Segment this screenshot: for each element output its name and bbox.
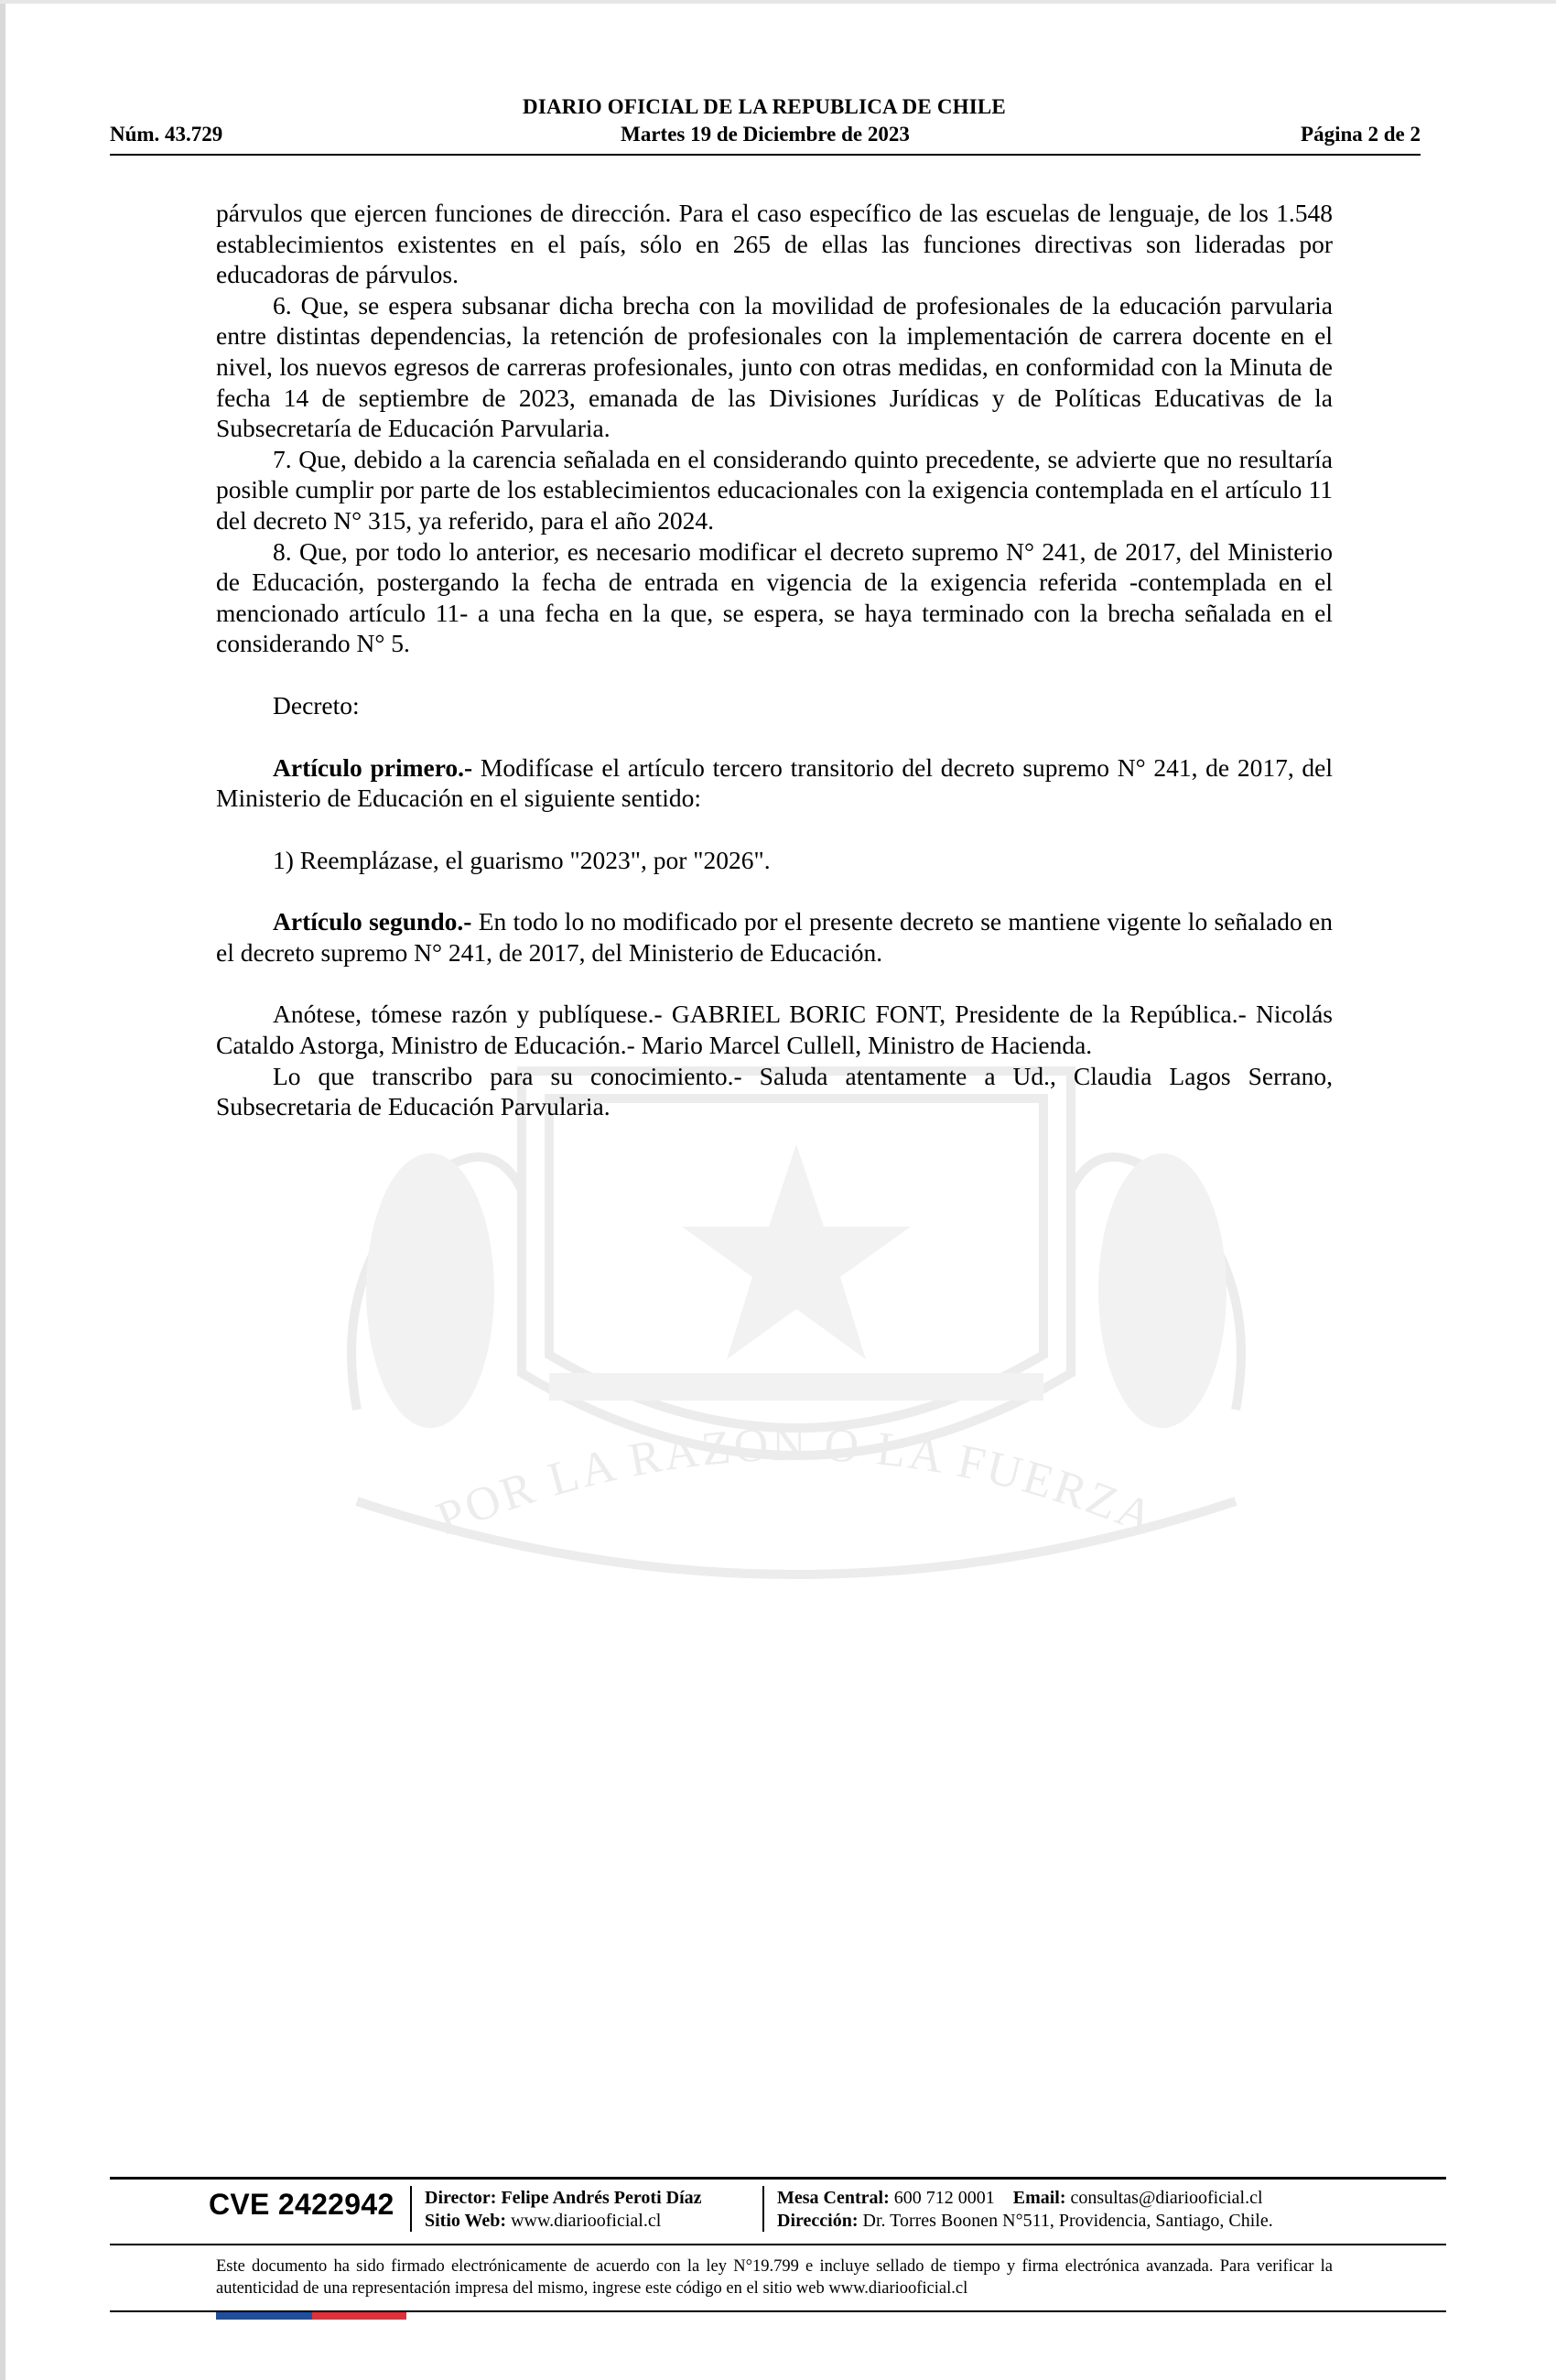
website-label: Sitio Web: [425, 2211, 507, 2231]
footer-contact-block [777, 2187, 1273, 2233]
director-label: Director: [425, 2188, 497, 2208]
website-value: www.diariooficial.cl [506, 2211, 662, 2231]
mesa-label: Mesa Central: [777, 2188, 890, 2208]
cve-code: CVE 2422942 [209, 2188, 394, 2221]
article-1-item: 1) Reemplázase, el guarismo "2023", por "2026". [273, 845, 771, 874]
mesa-value: 600 712 0001 [889, 2188, 995, 2208]
footer-separator [762, 2186, 764, 2232]
header-divider [110, 154, 1421, 156]
article-2-label: Artículo segundo.- [273, 907, 472, 936]
svg-text:POR LA RAZON O LA FUERZA [429, 1419, 1162, 1545]
paragraph-6: 6. Que, se espera subsanar dicha brecha con la movilidad de profesionales de la educación parvularia entre distintas dependencias, la retención de profesionales con la implementación de carrera docente en el nivel, los nuevos egresos de carreras profesionales, junto con otras medidas, en conformidad con la Minuta de fecha 14 de septiembre de 2023, emanada de las Divisiones Jurídicas y de Políticas Educativas de la Subsecretaría de Educación Parvularia. [216, 290, 1333, 443]
address-label: Dirección: [777, 2211, 859, 2231]
footer-director-block [425, 2187, 702, 2233]
email-label: Email: [1012, 2188, 1066, 2208]
footer-separator [410, 2186, 412, 2232]
paragraph-7: 7. Que, debido a la carencia señalada en el considerando quinto precedente, se advierte que no resultaría posible cumplir por parte de los establecimientos educacionales con la exigencia contemplada en el artículo 11 del decreto N° 315, ya referido, para el año 2024. [216, 444, 1333, 535]
article-1-label: Artículo primero.- [273, 752, 473, 782]
motto-text: POR LA RAZON O LA FUERZA [429, 1418, 1163, 1546]
decreto-heading: Decreto: [273, 690, 360, 719]
article-2 [216, 906, 1333, 968]
article-2-text: En todo lo no modificado por el presente decreto se mantiene vigente lo señalado en el decreto supremo N° 241, de 2017, del Ministerio de Educación. [216, 907, 1333, 967]
paragraph-8: 8. Que, por todo lo anterior, es necesario modificar el decreto supremo N° 241, de 2017, del Ministerio de Educación, postergando la fecha de entrada en vigencia de la exigencia referida -contemplada en el mencionado artículo 11- a una fecha en la que, se espera, se haya terminado con la brecha señalada en el considerando N° 5. [216, 536, 1333, 658]
flag-stripe-red [312, 2312, 406, 2320]
paragraph-intro: párvulos que ejercen funciones de dirección. Para el caso específico de las escuelas de lenguaje, de los 1.548 establecimientos existentes en el país, sólo en 265 de ellas las funciones directivas son lideradas por educadoras de párvulos. [216, 199, 1333, 289]
address-value: Dr. Torres Boonen N°511, Providencia, Santiago, Chile. [858, 2211, 1273, 2231]
closing: Lo que transcribo para su conocimiento.- Saluda atentamente a Ud., Claudia Lagos Serrano, Subsecretaria de Educación Parvularia. [216, 1061, 1333, 1121]
article-1 [216, 752, 1333, 814]
article-1-text: Modifícase el artículo tercero transitorio del decreto supremo N° 241, de 2017, del Ministerio de Educación en el siguiente sentido: [216, 752, 1334, 813]
page-edge [0, 0, 5, 2380]
page-edge-top [0, 0, 1556, 4]
email-value: consultas@diariooficial.cl [1065, 2188, 1263, 2208]
footer-top-rule [110, 2177, 1446, 2180]
publication-title: DIARIO OFICIAL DE LA REPUBLICA DE CHILE [523, 95, 1006, 118]
signature-notice: Este documento ha sido firmado electrónicamente de acuerdo con la ley N°19.799 e incluye sellado de tiempo y firma electrónica avanzada. Para verificar la autenticidad de una representación impresa del mismo, ingrese este código en el sitio web www.diariooficial.cl [216, 2257, 1333, 2298]
flag-stripe-blue [216, 2312, 312, 2320]
issue-number: Núm. 43.729 [110, 123, 223, 146]
director-value: Felipe Andrés Peroti Díaz [496, 2188, 702, 2208]
header-row [110, 123, 1421, 150]
footer-mid-rule [110, 2244, 1446, 2245]
signatures: Anótese, tómese razón y publíquese.- GABRIEL BORIC FONT, Presidente de la República.- Nicolás Cataldo Astorga, Ministro de Educación.- Mario Marcel Cullell, Ministro de Hacienda. [216, 1000, 1333, 1060]
decree-body [216, 198, 1333, 1122]
issue-date: Martes 19 de Diciembre de 2023 [621, 123, 910, 146]
page-indicator: Página 2 de 2 [1301, 123, 1421, 146]
